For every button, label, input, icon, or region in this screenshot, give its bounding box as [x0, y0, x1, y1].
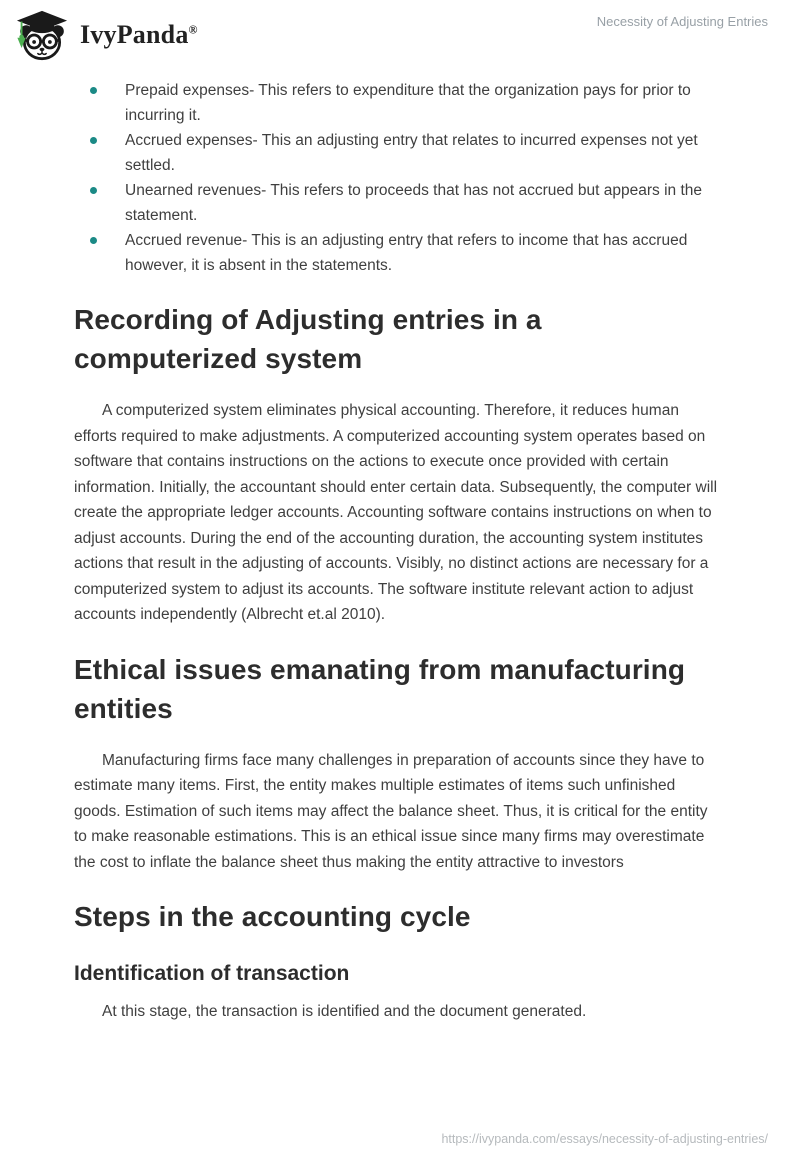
list-item-text: Unearned revenues- This refers to proceeds that has not accrued but appears in the statement.: [125, 182, 703, 224]
section-heading-recording: Recording of Adjusting entries in a computerized system: [74, 304, 542, 374]
bullet-icon: [90, 87, 97, 94]
list-item: [74, 178, 722, 228]
footer-url-link[interactable]: https://ivypanda.com/essays/necessity-of-adjusting-entries/: [441, 1132, 768, 1146]
bullet-icon: [90, 237, 97, 244]
list-item: [74, 78, 722, 128]
list-item-text: Prepaid expenses- This refers to expenditure that the organization pays for prior to incurring it.: [125, 82, 691, 124]
subsection-heading-identification: Identification of transaction: [74, 962, 350, 985]
paragraph-identification: At this stage, the transaction is identified and the document generated.: [102, 1003, 587, 1020]
list-item: [74, 228, 722, 278]
doc-title: Necessity of Adjusting Entries: [596, 14, 768, 29]
section-heading-steps: Steps in the accounting cycle: [74, 901, 471, 932]
bullet-icon: [90, 137, 97, 144]
brand-text: IvyPanda: [80, 19, 189, 49]
list-item-text: Accrued expenses- This an adjusting entry that relates to incurred expenses not yet settled.: [125, 132, 698, 174]
section-heading-ethical: Ethical issues emanating from manufacturing entities: [74, 653, 686, 724]
registered-mark: ®: [188, 21, 198, 36]
ivypanda-logo: [14, 9, 70, 61]
bullet-list: [74, 78, 722, 278]
brand-name: [80, 20, 198, 50]
panda-graduation-cap-icon: [14, 9, 70, 61]
bullet-icon: [90, 187, 97, 194]
document-content: [0, 78, 800, 1025]
paragraph-recording: A computerized system eliminates physical accounting. Therefore, it reduces human efforts required to make adjustments. A computerized accounting system operates based on software that contains instructions on the actions to execute once provided with certain information. Initially, the accountant should enter certain data. Subsequently, the computer will create the appropriate ledger accounts. Accounting software contains instructions on when to adjust accounts. During the end of the accounting duration, the accounting system institutes actions that result in the adjusting of accounts. Visibly, no distinct actions are necessary for a computerized system to adjust its accounts. The software institute relevant action to adjust accounts independently (Albrecht et.al 2010).: [74, 402, 718, 623]
page-header: [0, 0, 800, 62]
paragraph-ethical: Manufacturing firms face many challenges in preparation of accounts since they have to estimate many items. First, the entity makes multiple estimates of items such unfinished goods. Estimation of such items may affect the balance sheet. Thus, it is critical for the entity to make reasonable estimations. This is an ethical issue since many firms may overestimate the cost to inflate the balance sheet thus making the entity attractive to investors: [74, 751, 708, 871]
list-item-text: Accrued revenue- This is an adjusting entry that refers to income that has accrued however, it is absent in the statements.: [125, 232, 688, 274]
list-item: [74, 128, 722, 178]
